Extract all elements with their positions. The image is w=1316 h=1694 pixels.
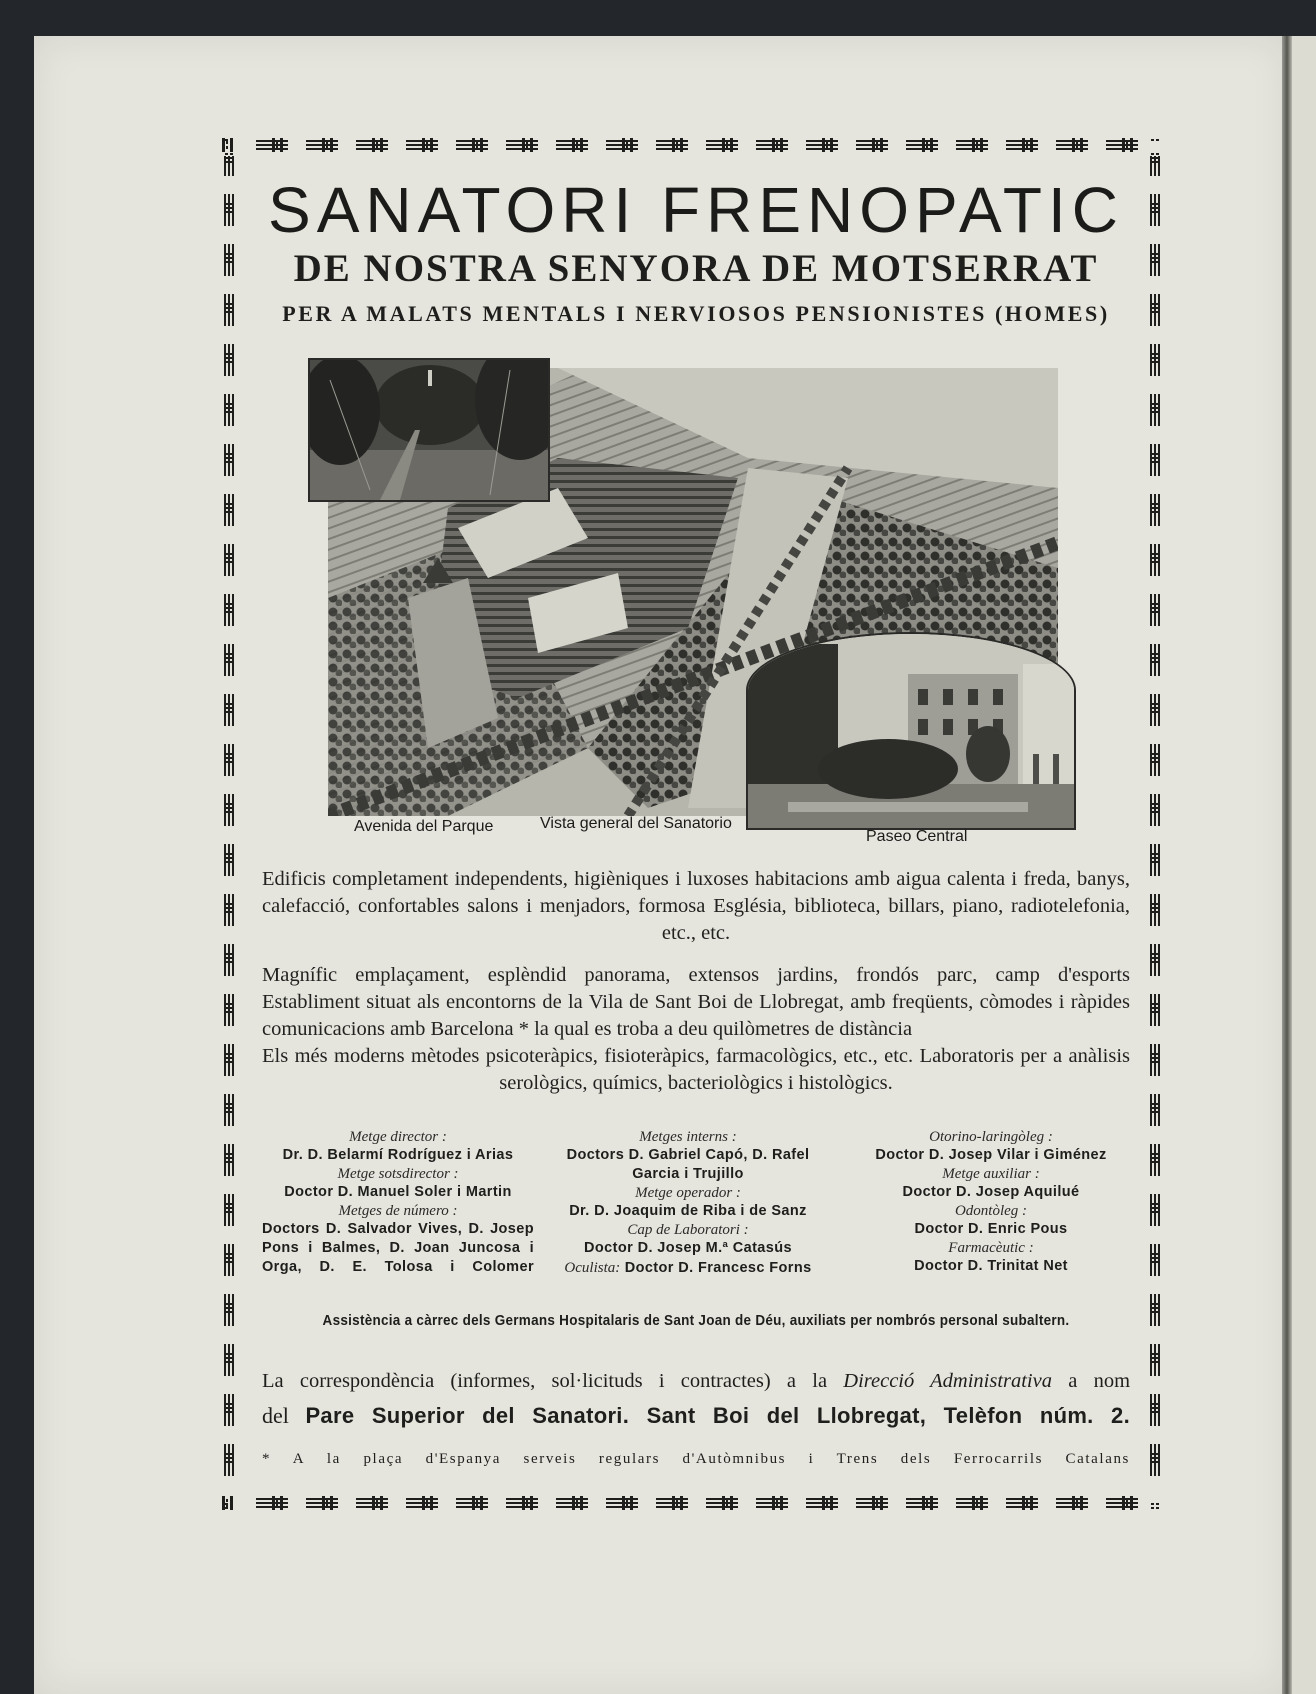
staff-name: Doctors D. Salvador Vives, D. Josep Pons i Balmes, D. Joan Juncosa i Orga, D. E. Tolosa i Colomer (262, 1221, 534, 1275)
staff-name: Doctor D. Enric Pous (914, 1221, 1068, 1237)
amenities-paragraph: Edificis completament independents, higièniques i luxoses habitacions amb aigua calenta i freda, banys, calefacció, confortables salons i menjadors, formosa Església, biblioteca, billars, piano, radiotelefonia, etc., etc. (262, 868, 1130, 944)
staff-name: Dr. D. Belarmí Rodríguez i Arias (282, 1147, 514, 1163)
location-line: Magnífic emplaçament, esplèndid panorama, extensos jardins, frondós parc, camp d'esports (262, 964, 1130, 986)
correspondence-line-1 (262, 1368, 1130, 1394)
caption-paseo: Paseo Central (866, 828, 968, 845)
staff-role: Metges de número : (338, 1203, 458, 1219)
border-right (1148, 138, 1162, 1510)
staff-role: Metge sotsdirector : (337, 1166, 459, 1182)
staff-name: Doctor D. Francesc Forns (624, 1260, 812, 1276)
correspondence-text: La correspondència (informes, sol·licituds i contractes) a la (262, 1370, 828, 1392)
staff-column-center (552, 1128, 824, 1278)
caption-avenida: Avenida del Parque (354, 818, 494, 835)
staff-role: Farmacèutic : (948, 1240, 1034, 1256)
staff-name: Doctor D. Josep Aquilué (902, 1184, 1080, 1200)
establishment-paragraph: Establiment situat als encontorns de la Vila de Sant Boi de Llobregat, amb freqüents, còmodes i ràpides comunicacions amb Barcelona * la qual es troba a deu quilòmetres de distància (262, 991, 1130, 1040)
page-subtitle: DE NOSTRA SENYORA DE MOTSERRAT (293, 247, 1099, 290)
page-spine (1282, 36, 1292, 1694)
staff-column-left (262, 1128, 534, 1277)
avenida-photo (308, 358, 550, 502)
methods-paragraph: Els més moderns mètodes psicoteràpics, fisioteràpics, farmacològics, etc., etc. Laboratoris per a anàlisis serològics, químics, bacteriològics i histològics. (262, 1045, 1130, 1094)
correspondence-text: a nom (1068, 1370, 1131, 1392)
border-bottom (222, 1496, 1162, 1510)
staff-column-right (852, 1128, 1130, 1276)
staff-role: Metge operador : (635, 1185, 741, 1201)
border-left (222, 138, 236, 1510)
border-top (222, 138, 1162, 152)
footnote: * A la plaça d'Espanya serveis regulars d'Autòmnibus i Trens dels Ferrocarrils Catalans (262, 1451, 1130, 1467)
staff-role: Metges interns : (639, 1129, 737, 1145)
correspondence-text: del (262, 1403, 289, 1428)
caption-vista: Vista general del Sanatorio (540, 815, 732, 832)
staff-name: Doctor D. Josep Vilar i Giménez (875, 1147, 1107, 1163)
page-title: SANATORI FRENOPATIC (268, 174, 1124, 246)
staff-role: Metge auxiliar : (942, 1166, 1040, 1182)
staff-role: Metge director : (349, 1129, 447, 1145)
staff-name: Doctors D. Gabriel Capó, D. Rafel Garcia i Trujillo (566, 1147, 810, 1182)
page-tagline: PER A MALATS MENTALS I NERVIOSOS PENSIONISTES (HOMES) (282, 301, 1110, 326)
correspondence-line-2 (262, 1402, 1130, 1430)
assistance-note: Assistència a càrrec dels Germans Hospitalaris de Sant Joan de Déu, auxiliats per nombrós personal subaltern. (322, 1313, 1070, 1329)
staff-name: Doctor D. Josep M.ª Catasús (584, 1240, 792, 1256)
staff-name: Dr. D. Joaquim de Riba i de Sanz (569, 1203, 807, 1219)
oculista-line (552, 1258, 824, 1278)
adjacent-page-edge (1288, 36, 1316, 1694)
staff-role: Cap de Laboratori : (627, 1222, 749, 1238)
correspondence-address: Pare Superior del Sanatori. Sant Boi del Llobregat, Telèfon núm. 2. (305, 1403, 1130, 1428)
staff-role: Odontòleg : (954, 1203, 1028, 1219)
staff-list (262, 1128, 1130, 1298)
staff-name: Doctor D. Trinitat Net (914, 1258, 1068, 1274)
paseo-photo (746, 632, 1076, 830)
correspondence-italic: Direcció Administrativa (843, 1370, 1052, 1392)
staff-name: Doctor D. Manuel Soler i Martin (284, 1184, 512, 1200)
staff-role: Otorino-laringòleg : (929, 1129, 1053, 1145)
staff-role: Oculista: (564, 1260, 621, 1276)
